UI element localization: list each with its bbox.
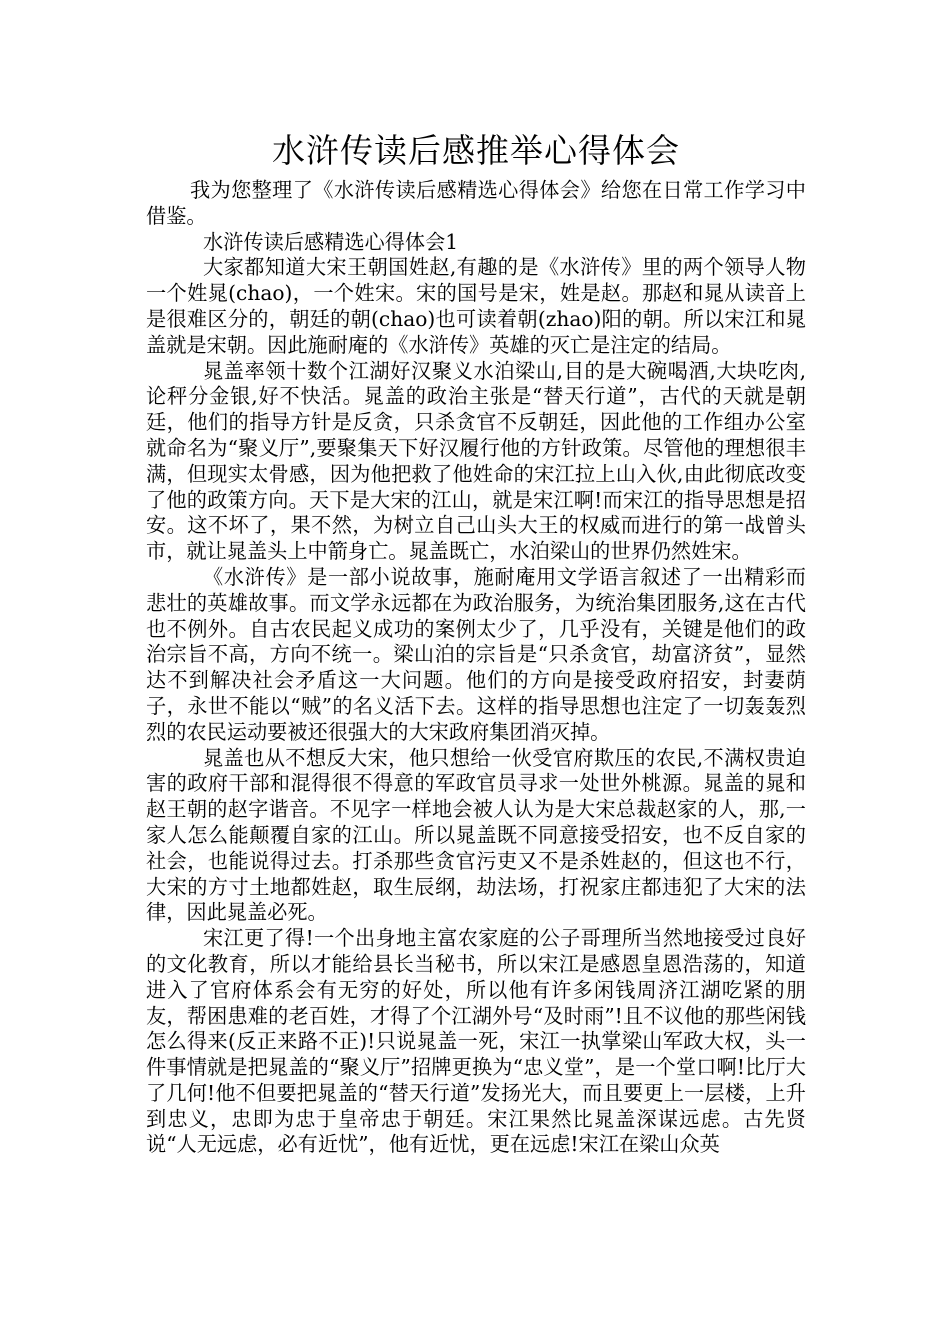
body-paragraph-4: 晁盖也从不想反大宋，他只想给一伙受官府欺压的农民,不满权贵迫害的政府干部和混得很不得意的军政官员寻求一处世外桃源。晁盖的晁和赵王朝的赵字谐音。不见字一样地会被人认为是大宋总裁赵家的人，那,一家人怎么能颠覆自家的江山。所以晁盖既不同意接受招安，也不反自家的社会，也能说得过去。打杀那些贪官污吏又不是杀姓赵的，但这也不行，大宋的方寸土地都姓赵，取生辰纲，劫法场，打祝家庄都违犯了大宋的法律，因此晁盖必死。 xyxy=(146,745,806,925)
document-page xyxy=(146,126,806,1158)
body-paragraph-1: 大家都知道大宋王朝国姓赵,有趣的是《水浒传》里的两个领导人物一个姓晁(chao)，一个姓宋。宋的国号是宋，姓是赵。那赵和晁从读音上是很难区分的，朝廷的朝(chao)也可读着朝(zhao)阳的朝。所以宋江和晁盖就是宋朝。因此施耐庵的《水浒传》英雄的灭亡是注定的结局。 xyxy=(146,255,806,357)
body-paragraph-3: 《水浒传》是一部小说故事，施耐庵用文学语言叙述了一出精彩而悲壮的英雄故事。而文学永远都在为政治服务，为统治集团服务,这在古代也不例外。自古农民起义成功的案例太少了，几乎没有，关键是他们的政治宗旨不高，方向不统一。梁山泊的宗旨是“只杀贪官，劫富济贫”，显然达不到解决社会矛盾这一大问题。他们的方向是接受政府招安，封妻荫子，永世不能以“贼”的名义活下去。这样的指导思想也注定了一切轰轰烈烈的农民运动要被还很强大的大宋政府集团消灭掉。 xyxy=(146,564,806,744)
section-heading: 水浒传读后感精选心得体会1 xyxy=(203,229,459,254)
document-title: 水浒传读后感推举心得体会 xyxy=(272,131,680,170)
body-paragraph-2: 晁盖率领十数个江湖好汉聚义水泊梁山,目的是大碗喝酒,大块吃肉,论秤分金银,好不快活。晁盖的政治主张是“替天行道”，古代的天就是朝廷，他们的指导方针是反贪，只杀贪官不反朝廷，因此他的工作组办公室就命名为“聚义厅”,要聚集天下好汉履行他的方针政策。尽管他的理想很丰满，但现实太骨感，因为他把救了他姓命的宋江拉上山入伙,由此彻底改变了他的政策方向。天下是大宋的江山，就是宋江啊!而宋江的指导思想是招安。这不坏了，果不然，为树立自己山头大王的权威而进行的第一战曾头市，就让晁盖头上中箭身亡。晁盖既亡，水泊梁山的世界仍然姓宋。 xyxy=(146,358,806,564)
intro-paragraph: 我为您整理了《水浒传读后感精选心得体会》给您在日常工作学习中借鉴。 xyxy=(146,178,806,228)
body-paragraph-5: 宋江更了得!一个出身地主富农家庭的公子哥理所当然地接受过良好的文化教育，所以才能给县长当秘书，所以宋江是感恩皇恩浩荡的，知道进入了官府体系会有无穷的好处，所以他有许多闲钱周济江湖吃紧的朋友，帮困患难的老百姓，才得了个江湖外号“及时雨”!且不议他的那些闲钱怎么得来(反正来路不正)!只说晁盖一死，宋江一执掌梁山军政大权，头一件事情就是把晁盖的“聚义厅”招牌更换为“忠义堂”，是一个堂口啊!比厅大了几何!他不但要把晁盖的“替天行道”发扬光大，而且要更上一层楼，上升到忠义，忠即为忠于皇帝忠于朝廷。宋江果然比晁盖深谋远虑。古先贤说“人无远虑，必有近忧”，他有近忧，更在远虑!宋江在梁山众英 xyxy=(146,926,806,1157)
